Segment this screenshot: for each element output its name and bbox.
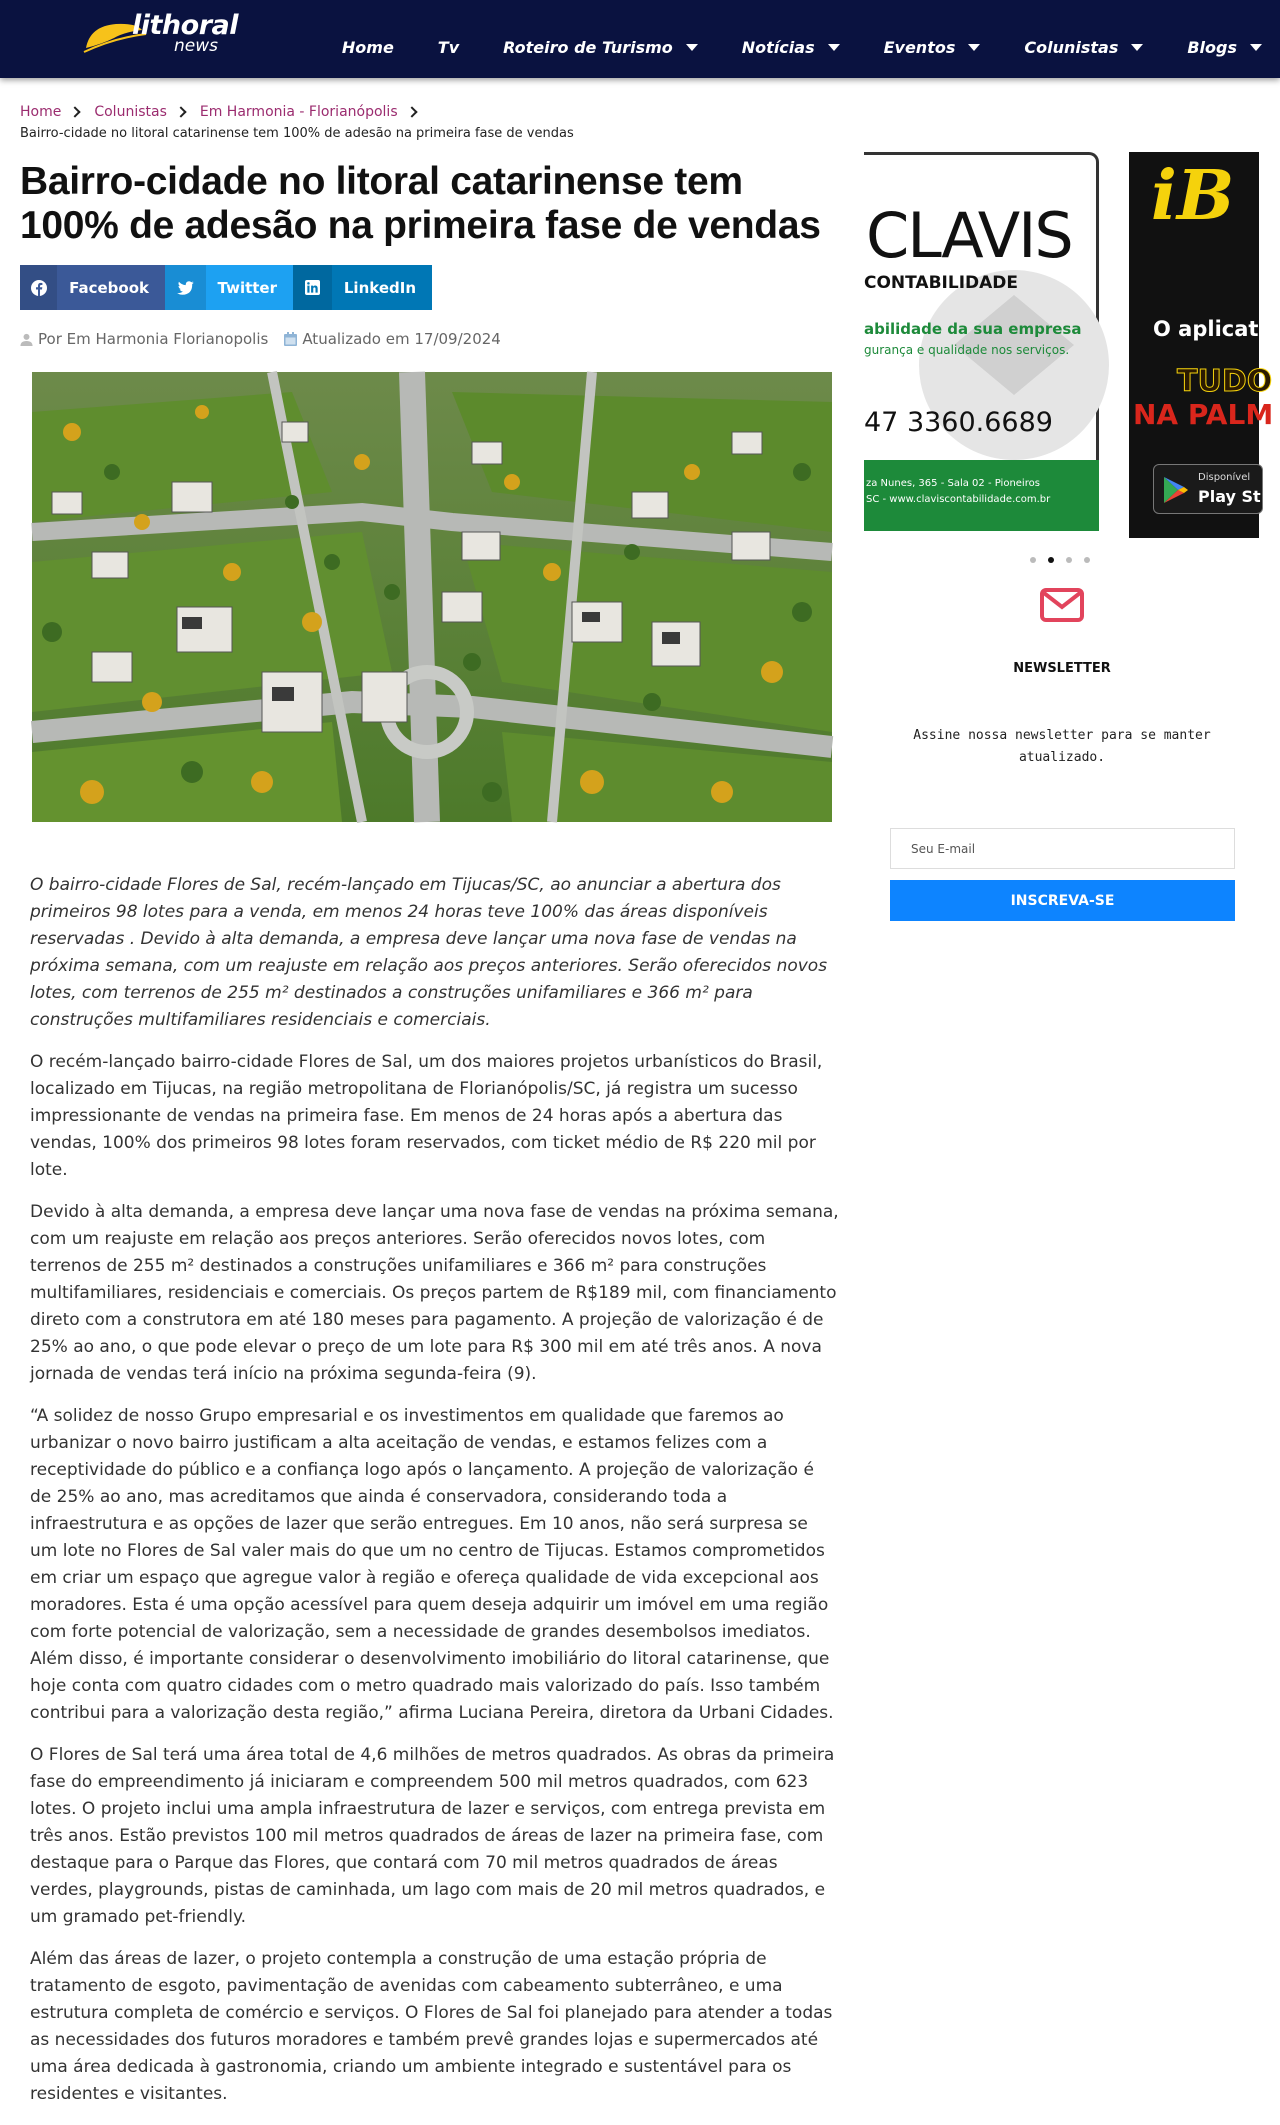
breadcrumb-em-harmonia[interactable]: Em Harmonia - Florianópolis [199,104,398,120]
chevron-right-icon [406,106,417,117]
site-logo[interactable] [84,8,244,60]
ad-carousel[interactable] [864,150,1280,540]
caret-down-icon [1131,44,1143,51]
article-paragraph: “A solidez de nosso Grupo empresarial e os investimentos em qualidade que faremos ao urbanizar o novo bairro justificam a alta aceitação de vendas, e estamos felizes com a receptividade do público e a confiança logo após o lançamento. A projeção de valorização é de 25% ao ano, mas acreditamos que ainda é conservadora, considerando toda a infraestrutura e as opções de lazer que serão entregues. Em 10 anos, não será surpresa se um lote no Flores de Sal valer mais do que um no centro de Tijucas. Estamos comprometidos em criar um espaço que agregue valor à região e ofereça qualidade de vida excepcional aos moradores. Esta é uma opção acessível para quem deseja adquirir um imóvel em uma região com forte potencial de valorização, sem a necessidade de grandes desembolsos imediatos. Além disso, é importante considerar o desenvolvimento imobiliário do litoral catarinense, que hoje conta com quatro cidades com o metro quadrado mais valorizado do país. Isso também contribui para a valorização desta região,” afirma Luciana Pereira, diretora da Urbani Cidades. [30,1406,834,1723]
caret-down-icon [1250,44,1262,51]
breadcrumb-current: Bairro-cidade no litoral catarinense tem 100% de adesão na primeira fase de vendas [20,126,574,141]
nav-tv[interactable] [438,38,459,57]
clavis-address-1: za Nunes, 365 - Sala 02 - Pioneiros [866,478,1040,489]
newsletter-subscribe-button[interactable]: INSCREVA-SE [890,880,1235,921]
share-linkedin-button[interactable] [293,265,432,310]
nav-label: Eventos [883,38,956,57]
clavis-tagline-1: abilidade da sua empresa [864,320,1082,338]
article-lead: O bairro-cidade Flores de Sal, recém-lançado em Tijucas/SC, ao anunciar a abertura dos primeiros 98 lotes para a venda, em menos 24 horas teve 100% das áreas disponíveis reservadas . Devido à alta demanda, a empresa deve lançar uma nova fase de vendas na próxima semana, com um reajuste em relação aos preços anteriores. Serão oferecidos novos lotes, com terrenos de 255 m² destinados a construções unifamiliares e 366 m² para construções multifamiliares residenciais e comerciais. [30,875,828,1030]
ad-app-banner[interactable] [1129,152,1274,538]
article-body [30,872,840,2123]
play-store-big-text: Play St [1198,487,1261,506]
article-paragraph: Devido à alta demanda, a empresa deve lançar uma nova fase de vendas na próxima semana, com um reajuste em relação aos preços anteriores. Serão oferecidos novos lotes, com terrenos de 255 m² destinados a construções unifamiliares e 366 m² para construções multifamiliares, residenciais e comerciais. Os preços partem de R$189 mil, com financiamento direto com a construtora em até 180 meses para pagamento. A projeção de valorização é de 25% ao ano, o que pode elevar o preço de um lote para R$ 300 mil em até três anos. A nova jornada de vendas terá início na próxima segunda-feira (9). [30,1202,839,1384]
share-facebook-button[interactable] [20,265,165,310]
nav-blogs[interactable] [1187,38,1262,57]
aerial-neighborhood-image [32,372,832,822]
nav-eventos[interactable] [884,38,981,57]
breadcrumb-colunistas[interactable]: Colunistas [94,104,167,120]
app-ad-logo: iB [1151,156,1235,236]
nav-label: Home [341,38,394,57]
facebook-icon [20,265,57,310]
app-ad-line-3: TUDO [1177,364,1273,399]
nav-home[interactable] [342,38,394,57]
article-meta [20,330,517,348]
author-meta[interactable] [20,330,268,348]
clavis-brand: CLAVIS [866,199,1072,272]
main-nav [298,38,1262,57]
nav-label: Colunistas [1024,38,1119,57]
newsletter-email-input[interactable] [890,828,1235,869]
share-twitter-button[interactable] [165,265,293,310]
nav-roteiro-de-turismo[interactable] [503,38,698,57]
nav-label: Roteiro de Turismo [503,38,673,57]
app-ad-line-4: NA PALM [1133,398,1274,431]
article-title: Bairro-cidade no litoral catarinense tem 100% de adesão na primeira fase de vendas [20,160,821,247]
clavis-address-2: SC - www.claviscontabilidade.com.br [866,494,1051,505]
share-twitter-label: Twitter [217,278,277,297]
clavis-phone: 47 3360.6689 [864,407,1053,438]
logo-text-sub: news [174,36,218,56]
nav-label: Blogs [1187,38,1237,57]
breadcrumb-home[interactable]: Home [20,104,62,120]
ad-clavis-banner[interactable] [864,152,1099,528]
carousel-dots [1030,557,1102,563]
chevron-right-icon [70,106,81,117]
share-facebook-label: Facebook [69,278,149,297]
breadcrumb [20,104,431,120]
clavis-subbrand: CONTABILIDADE [864,273,1019,293]
updated-meta [284,330,501,348]
share-linkedin-label: LinkedIn [343,278,416,297]
author-name: Por Em Harmonia Florianopolis [38,330,269,348]
article-hero-image [32,372,832,822]
logo-text-main: lithoral [132,10,238,41]
nav-label: Notícias [741,38,815,57]
share-buttons [20,265,432,310]
play-store-badge[interactable] [1153,464,1263,514]
user-icon [20,333,33,346]
nav-noticias[interactable] [742,38,840,57]
nav-label: Tv [437,38,460,57]
nav-colunistas[interactable] [1024,38,1143,57]
app-ad-line-2: O aplicati [1153,317,1266,341]
carousel-dot-3[interactable] [1066,557,1072,563]
article-paragraph: O Flores de Sal terá uma área total de 4,6 milhões de metros quadrados. As obras da primeira fase do empreendimento já iniciaram e compreendem 500 mil metros quadrados, com 623 lotes. O projeto inclui uma ampla infraestrutura de lazer e serviços, com entrega prevista em três anos. Estão previstos 100 mil metros quadrados de áreas de lazer na primeira fase, com destaque para o Parque das Flores, que contará com 70 mil metros quadrados de áreas verdes, playgrounds, pistas de caminhada, um lago com mais de 20 mil metros quadrados, e um gramado pet-friendly. [30,1745,835,1927]
carousel-dot-2[interactable] [1048,557,1054,563]
article-paragraph: O recém-lançado bairro-cidade Flores de Sal, um dos maiores projetos urbanísticos do Brasil, localizado em Tijucas, na região metropolitana de Florianópolis/SC, já registra um sucesso impressionante de vendas na primeira fase. Em menos de 24 horas após a abertura das vendas, 100% dos primeiros 98 lotes foram reservados, com ticket médio de R$ 220 mil por lote. [30,1052,823,1180]
carousel-dot-1[interactable] [1030,557,1036,563]
clavis-footer-bar [864,460,1099,531]
calendar-icon [284,332,297,346]
carousel-dot-4[interactable] [1084,557,1090,563]
chevron-right-icon [175,106,186,117]
newsletter-title: NEWSLETTER [1013,661,1111,676]
clavis-tagline-2: gurança e qualidade nos serviços. [864,343,1070,357]
linkedin-icon [293,265,332,310]
caret-down-icon [828,44,840,51]
site-header [0,0,1280,78]
caret-down-icon [968,44,980,51]
twitter-icon [165,265,206,310]
updated-date: Atualizado em 17/09/2024 [302,330,501,348]
caret-down-icon [686,44,698,51]
newsletter-description: Assine nossa newsletter para se manter atualizado. [913,728,1211,765]
envelope-icon [1040,588,1084,626]
article-paragraph: Além das áreas de lazer, o projeto contempla a construção de uma estação própria de tratamento de esgoto, pavimentação de avenidas com cabeamento subterrâneo, e uma estrutura completa de comércio e serviços. O Flores de Sal foi planejado para atender a todas as necessidades dos futuros moradores e também prevê grandes lojas e supermercados até uma área dedicada à gastronomia, criando um ambiente integrado e sustentável para os residentes e visitantes. [30,1949,833,2104]
google-play-icon [1162,475,1190,505]
play-store-small-text: Disponível [1198,472,1251,483]
